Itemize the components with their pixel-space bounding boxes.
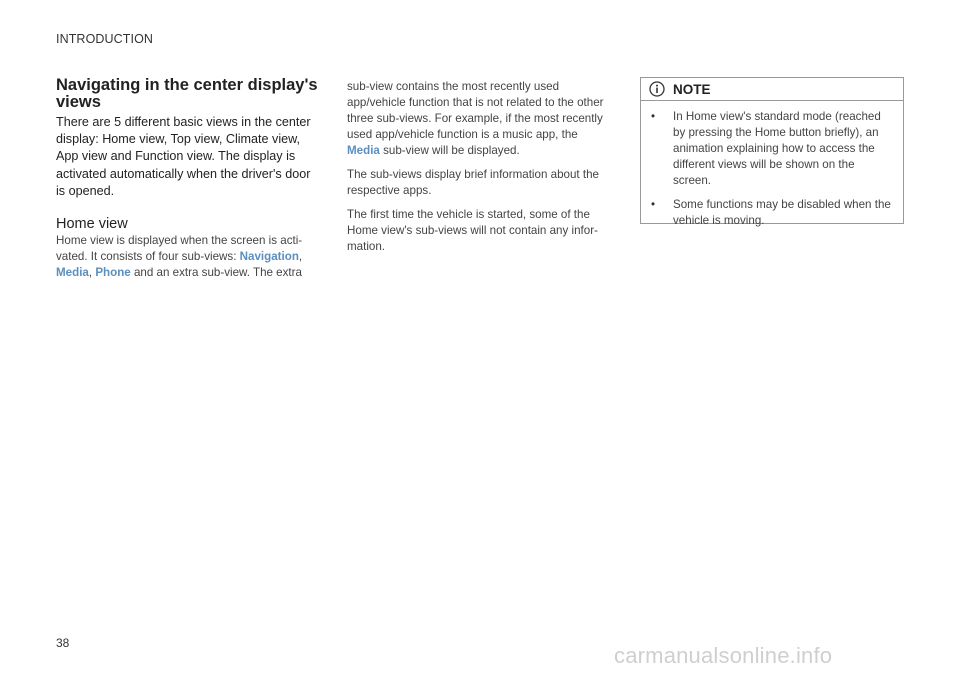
subview-info-paragraph: The sub-views display brief information about the respective apps.: [347, 168, 599, 197]
bullet-icon: •: [651, 198, 656, 211]
first-start-paragraph: The first time the vehicle is started, some of the Home view's sub-views will not contain any infor-mation.: [347, 208, 598, 253]
watermark: carmanualsonline.info: [614, 643, 833, 668]
phone-term: Phone: [95, 266, 131, 280]
note-item-text: In Home view's standard mode (reached by pressing the Home button briefly), an animation explaining how to access the different views will be shown on the screen.: [673, 110, 881, 187]
page-number: 38: [56, 636, 70, 650]
column-middle: [347, 79, 609, 263]
home-view-text-1: Home view is displayed when the screen is acti-vated. It consists of four sub-views:: [56, 234, 303, 264]
page-title: Navigating in the center display's views: [56, 76, 318, 111]
note-item-text: Some functions may be disabled when the vehicle is moving.: [673, 198, 891, 227]
subview-text-end: sub-view will be displayed.: [379, 144, 520, 157]
list-item: [651, 197, 893, 229]
subview-text: sub-view contains the most recently used app/vehicle function that is not related to the other three sub-views. For example, if the most recently used app/vehicle function is a music app, the: [347, 80, 604, 141]
home-view-paragraph: [56, 233, 322, 281]
info-icon: [649, 81, 665, 97]
list-item: [651, 109, 893, 189]
note-list: [641, 101, 903, 229]
intro-paragraph: There are 5 different basic views in the center display: Home view, Top view, Climate view, App view and Function view. The display is activated automatically when the driver's door is opened.: [56, 115, 311, 198]
navigation-term: Navigation: [239, 250, 299, 264]
note-header: [641, 78, 903, 101]
section-header: INTRODUCTION: [56, 32, 154, 46]
media-term: Media: [56, 266, 89, 280]
subview-paragraph: [347, 79, 609, 159]
bullet-icon: •: [651, 110, 656, 123]
home-view-heading: Home view: [56, 216, 128, 233]
separator-comma: ,: [298, 250, 303, 264]
note-box: [640, 77, 904, 227]
media-term: Media: [347, 144, 380, 157]
column-left: [56, 77, 322, 281]
note-label: NOTE: [673, 81, 711, 97]
separator-comma: ,: [88, 266, 96, 280]
home-view-text-2: and an extra sub-view. The extra: [130, 266, 302, 280]
